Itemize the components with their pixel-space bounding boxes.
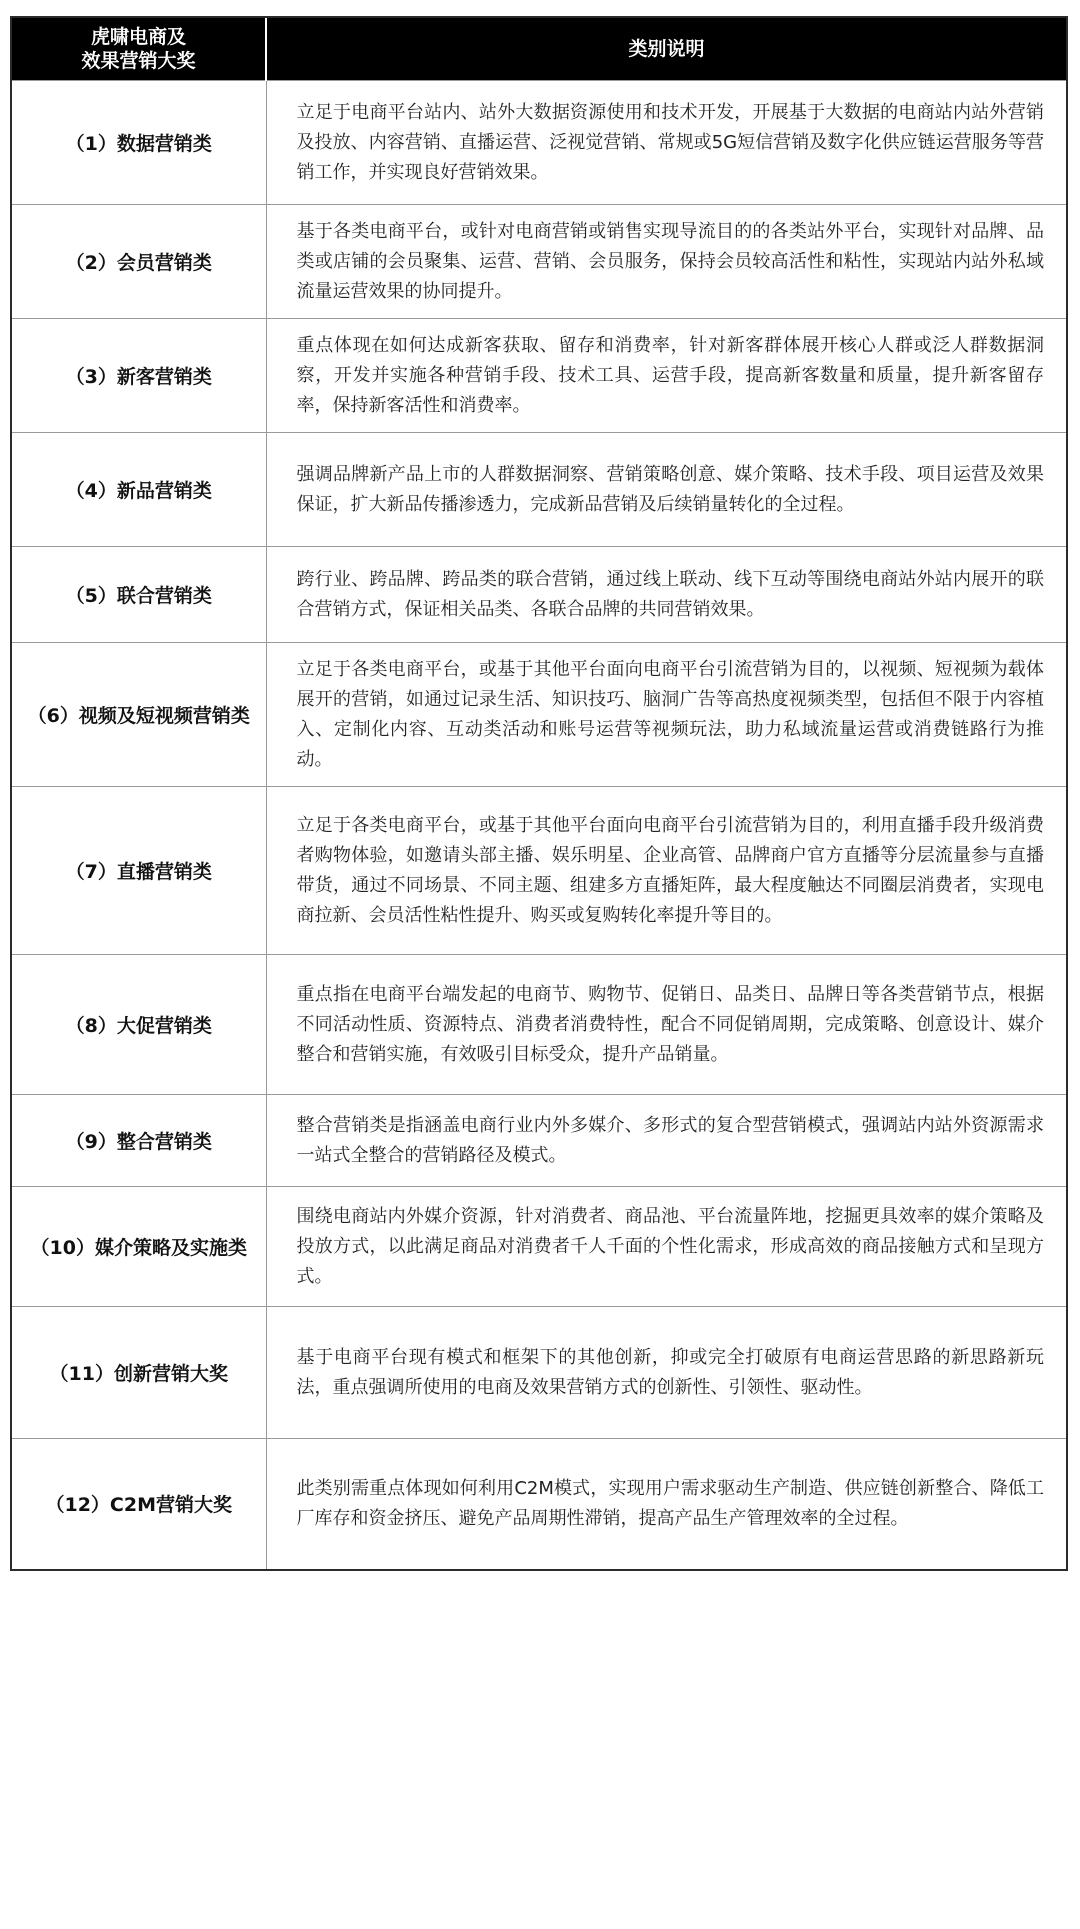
table-row xyxy=(12,547,1066,643)
category-name: （4）新品营销类 xyxy=(12,433,266,547)
category-name: （2）会员营销类 xyxy=(12,205,266,319)
header-award-name-line1: 虎啸电商及 xyxy=(90,26,186,48)
awards-category-table xyxy=(12,18,1066,1569)
table-row xyxy=(12,1307,1066,1439)
category-description: 立足于各类电商平台，或基于其他平台面向电商平台引流营销为目的，利用直播手段升级消费者购物体验，如邀请头部主播、娱乐明星、企业高管、品牌商户官方直播等分层流量参与直播带货，通过不同场景、不同主题、组建多方直播矩阵，最大程度触达不同圈层消费者，实现电商拉新、会员活性粘性提升、购买或复购转化率提升等目的。 xyxy=(266,787,1066,955)
header-category-description: 类别说明 xyxy=(266,18,1066,81)
table-row xyxy=(12,1187,1066,1307)
category-name: （8）大促营销类 xyxy=(12,955,266,1095)
category-description: 此类别需重点体现如何利用C2M模式，实现用户需求驱动生产制造、供应链创新整合、降低工厂库存和资金挤压、避免产品周期性滞销，提高产品生产管理效率的全过程。 xyxy=(266,1439,1066,1569)
category-description: 基于各类电商平台，或针对电商营销或销售实现导流目的的各类站外平台，实现针对品牌、品类或店铺的会员聚集、运营、营销、会员服务，保持会员较高活性和粘性，实现站内站外私域流量运营效果的协同提升。 xyxy=(266,205,1066,319)
category-name: （10）媒介策略及实施类 xyxy=(12,1187,266,1307)
category-name: （11）创新营销大奖 xyxy=(12,1307,266,1439)
category-description: 整合营销类是指涵盖电商行业内外多媒介、多形式的复合型营销模式，强调站内站外资源需求一站式全整合的营销路径及模式。 xyxy=(266,1095,1066,1187)
category-name: （1）数据营销类 xyxy=(12,81,266,205)
header-award-name-line2: 效果营销大奖 xyxy=(81,50,196,72)
table-row xyxy=(12,205,1066,319)
table-row xyxy=(12,1095,1066,1187)
category-description: 重点体现在如何达成新客获取、留存和消费率，针对新客群体展开核心人群或泛人群数据洞察，开发并实施各种营销手段、技术工具、运营手段，提高新客数量和质量，提升新客留存率，保持新客活性和消费率。 xyxy=(266,319,1066,433)
table-row xyxy=(12,433,1066,547)
category-description: 跨行业、跨品牌、跨品类的联合营销，通过线上联动、线下互动等围绕电商站外站内展开的联合营销方式，保证相关品类、各联合品牌的共同营销效果。 xyxy=(266,547,1066,643)
category-name: （9）整合营销类 xyxy=(12,1095,266,1187)
category-description: 基于电商平台现有模式和框架下的其他创新，抑或完全打破原有电商运营思路的新思路新玩法，重点强调所使用的电商及效果营销方式的创新性、引领性、驱动性。 xyxy=(266,1307,1066,1439)
category-description: 强调品牌新产品上市的人群数据洞察、营销策略创意、媒介策略、技术手段、项目运营及效果保证，扩大新品传播渗透力，完成新品营销及后续销量转化的全过程。 xyxy=(266,433,1066,547)
table-row xyxy=(12,787,1066,955)
table-row xyxy=(12,1439,1066,1569)
category-name: （12）C2M营销大奖 xyxy=(12,1439,266,1569)
category-name: （7）直播营销类 xyxy=(12,787,266,955)
table-row xyxy=(12,955,1066,1095)
category-name: （6）视频及短视频营销类 xyxy=(12,643,266,787)
awards-table-frame xyxy=(10,16,1068,1571)
category-description: 立足于各类电商平台，或基于其他平台面向电商平台引流营销为目的，以视频、短视频为载体展开的营销，如通过记录生活、知识技巧、脑洞广告等高热度视频类型，包括但不限于内容植入、定制化内容、互动类活动和账号运营等视频玩法，助力私域流量运营或消费链路行为推动。 xyxy=(266,643,1066,787)
table-row xyxy=(12,81,1066,205)
table-row xyxy=(12,319,1066,433)
category-name: （3）新客营销类 xyxy=(12,319,266,433)
table-header-row xyxy=(12,18,1066,81)
category-name: （5）联合营销类 xyxy=(12,547,266,643)
category-description: 立足于电商平台站内、站外大数据资源使用和技术开发，开展基于大数据的电商站内站外营销及投放、内容营销、直播运营、泛视觉营销、常规或5G短信营销及数字化供应链运营服务等营销工作，并实现良好营销效果。 xyxy=(266,81,1066,205)
table-row xyxy=(12,643,1066,787)
category-description: 重点指在电商平台端发起的电商节、购物节、促销日、品类日、品牌日等各类营销节点，根据不同活动性质、资源特点、消费者消费特性，配合不同促销周期，完成策略、创意设计、媒介整合和营销实施，有效吸引目标受众，提升产品销量。 xyxy=(266,955,1066,1095)
header-award-name xyxy=(12,18,266,81)
category-description: 围绕电商站内外媒介资源，针对消费者、商品池、平台流量阵地，挖掘更具效率的媒介策略及投放方式，以此满足商品对消费者千人千面的个性化需求，形成高效的商品接触方式和呈现方式。 xyxy=(266,1187,1066,1307)
